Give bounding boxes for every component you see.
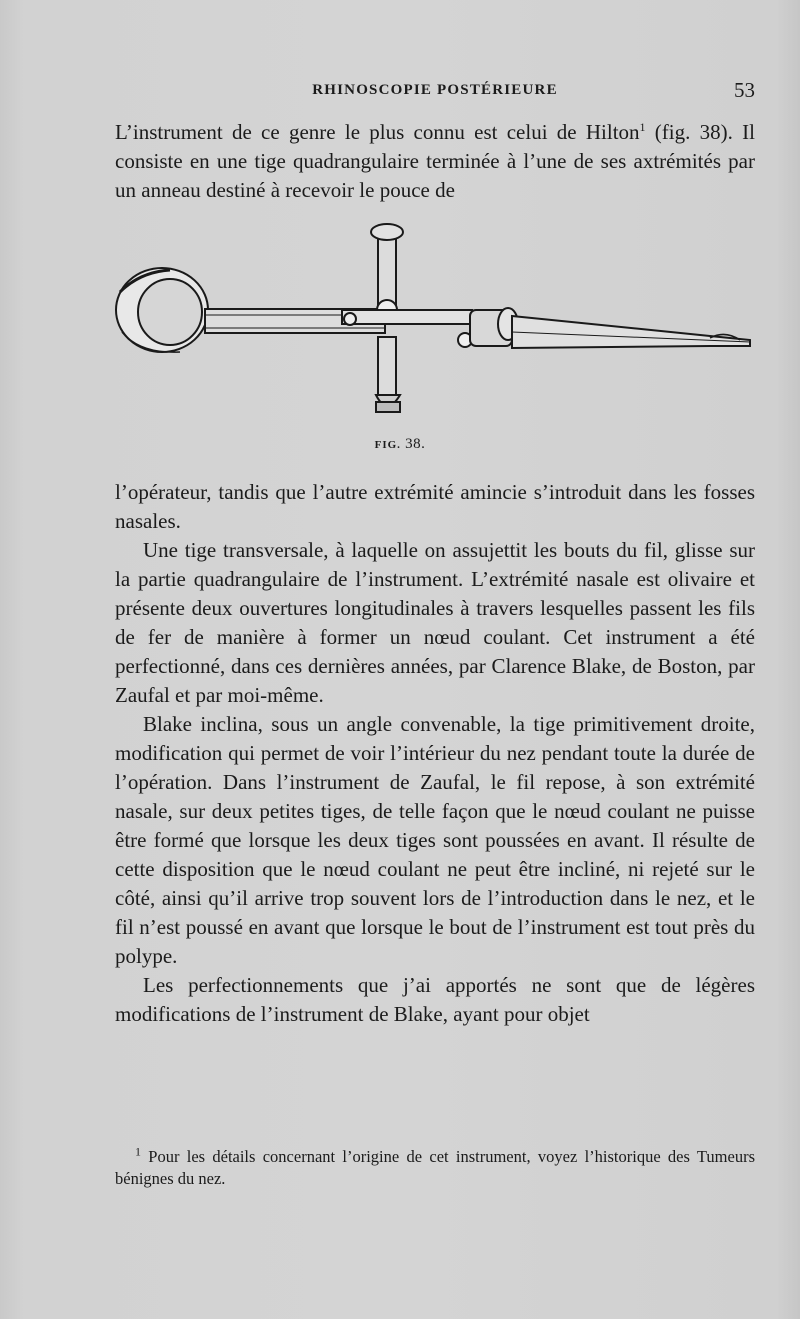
footnote [115,1146,755,1190]
page-header [115,78,755,104]
paragraph-blake-zaufal: Blake inclina, sous un angle convenable, la tige primitivement droite, modification qui permet de voir l’intérieur du nez pendant toute la durée de l’opération. Dans l’instrument de Zaufal, le fil repose, à son extrémité nasale, sur deux petites tiges, de telle façon que le nœud coulant ne puisse être formé que lorsque les deux tiges sont poussées en avant. Il résulte de cette disposition que le nœud coulant ne peut être incliné, ni rejeté sur le côté, ainsi qu’il arrive trop souvent lors de l’introduction dans le nez, et le fil n’est poussé en avant que lorsque le bout de l’instrument est tout près du polype. [115,712,755,968]
instrument-illustration [116,224,750,412]
footnote-text: Pour les détails concernant l’origine de cet instrument, voyez l’historique des Tumeurs bénignes du nez. [115,1147,755,1188]
paragraph-continuation: l’opérateur, tandis que l’autre extrémité amincie s’introduit dans les fosses nasales. [115,480,755,533]
opening-text: L’instrument de ce genre le plus connu est celui de Hilton [115,120,640,144]
figure-38-snare-instrument [110,212,760,427]
footnote-marker: 1 [135,1144,141,1159]
paragraph-improvements: Les perfectionnements que j’ai apportés ne sont que de légères modifications de l’instrument de Blake, ayant pour objet [115,973,755,1026]
footnote-reference: 1 [639,120,646,134]
figure-caption-number: 38. [405,436,426,452]
opening-text-continued: (fig. 38). Il consiste en une tige quadrangulaire terminée à l’une de ses axtrémités par un anneau destiné à recevoir le pouce de [115,120,755,202]
page-number: 53 [734,78,755,102]
main-text [115,478,755,1029]
running-title: RHINOSCOPIE POSTÉRIEURE [312,82,558,98]
opening-paragraph [115,118,755,205]
figure-caption [0,436,800,453]
paragraph-transverse-rod: Une tige transversale, à laquelle on assujettit les bouts du fil, glisse sur la partie quadrangulaire de l’instrument. L’extrémité nasale est olivaire et présente deux ouvertures longitudinales à travers lesquelles passent les fils de fer de manière à former un nœud coulant. Cet instrument a été perfectionné, dans ces dernières années, par Clarence Blake, de Boston, par Zaufal et par moi-même. [115,538,755,707]
figure-caption-label: FIG. [374,439,401,451]
